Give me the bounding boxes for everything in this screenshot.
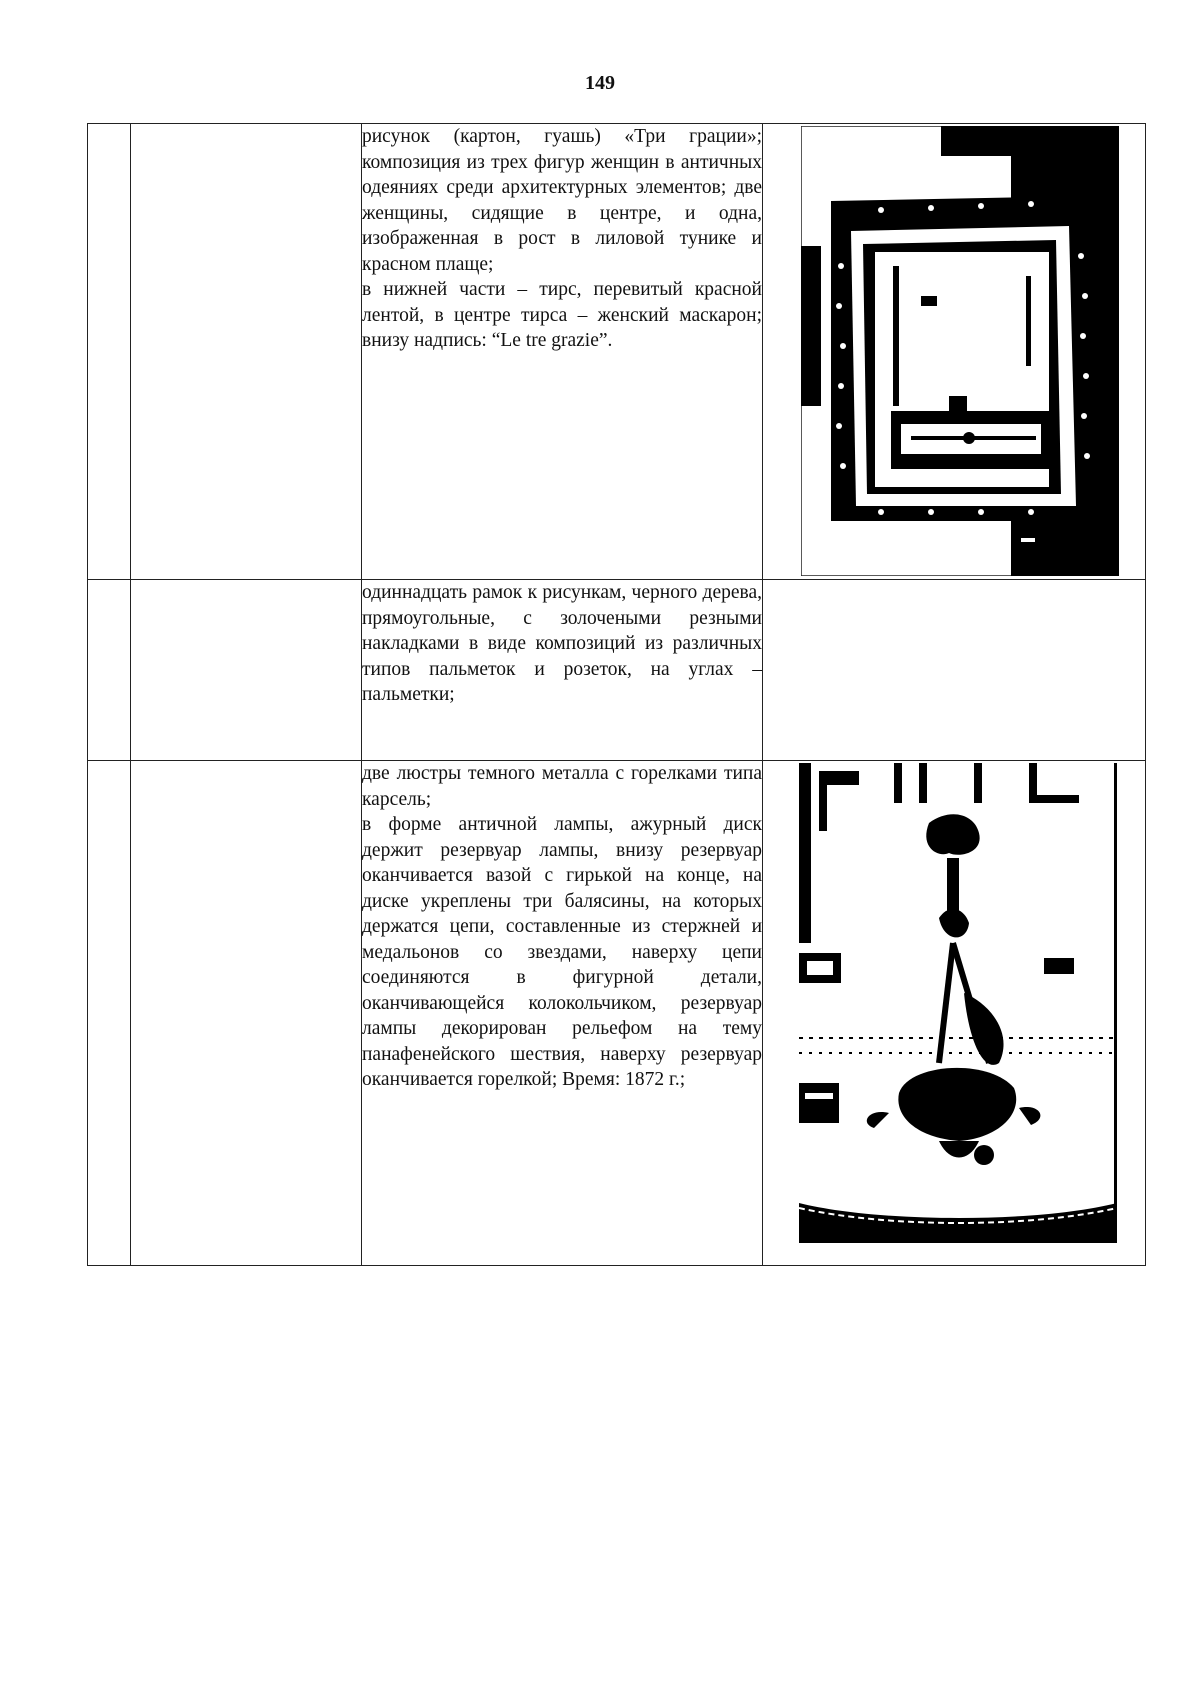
- number-cell: [88, 761, 131, 1266]
- description-paragraph: одиннадцать рамок к рисункам, черного дерева, прямоугольные, с золочеными резными накладками в виде композиций из различных типов пальметок и розеток, на углах – пальметки;: [362, 582, 762, 705]
- page-number: 149: [585, 72, 615, 94]
- description-paragraph: две люстры темного металла с горелками типа карсель;: [362, 763, 762, 810]
- description-cell: [362, 580, 763, 761]
- table-row: [88, 124, 1146, 580]
- description-paragraph: в нижней части – тирс, перевитый красной лентой, в центре тирса – женский маскарон; внизу надпись: “Le tre grazie”.: [362, 279, 762, 351]
- image-cell: [763, 124, 1146, 580]
- description-cell: [362, 124, 763, 580]
- framed-drawing-photo: [801, 126, 1119, 576]
- description-paragraph: рисунок (картон, гуашь) «Три грации»; композиция из трех фигур женщин в античных одеяниях среди архитектурных элементов; две женщины, сидящие в центре, и одна, изображенная в рост в лиловой тунике и красном плаще;: [362, 126, 762, 275]
- number-cell: [88, 124, 131, 580]
- image-cell: [763, 761, 1146, 1266]
- name-cell: [131, 580, 362, 761]
- name-cell: [131, 761, 362, 1266]
- inventory-table: [87, 123, 1146, 1266]
- table-row: [88, 580, 1146, 761]
- description-cell: [362, 761, 763, 1266]
- name-cell: [131, 124, 362, 580]
- number-cell: [88, 580, 131, 761]
- description-paragraph: в форме античной лампы, ажурный диск держит резервуар лампы, внизу резервуар оканчивается вазой с гирькой на конце, на диске укреплены три балясины, на которых держатся цепи, составленные из стержней и медальонов со звездами, наверху цепи соединяются в фигурной детали, оканчивающейся колокольчиком, резервуар лампы декорирован рельефом на тему панафенейского шествия, наверху резервуар оканчивается горелкой; Время: 1872 г.;: [362, 814, 762, 1090]
- chandelier-photo: [799, 763, 1117, 1243]
- table-row: [88, 761, 1146, 1266]
- image-cell: [763, 580, 1146, 761]
